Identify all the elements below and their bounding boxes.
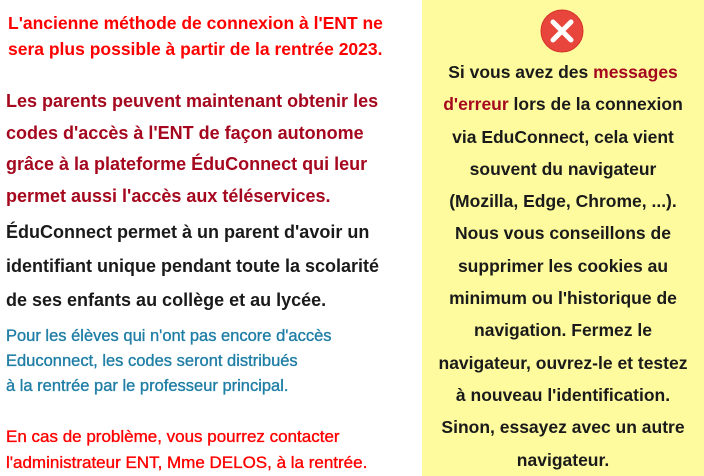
- old-method-notice: [8, 10, 383, 62]
- help-line: Nous vous conseillons de: [455, 223, 671, 244]
- help-line: via EduConnect, cela vient: [452, 126, 674, 147]
- help-line: (Mozilla, Edge, Chrome, ...).: [449, 191, 677, 212]
- messages-highlight: messages: [593, 62, 678, 82]
- parents-line: permet aussi l'accès aux téléservices.: [6, 185, 331, 206]
- help-line: d'erreur lors de la connexion: [443, 94, 683, 115]
- contact-line: l'administrateur ENT, Mme DELOS, à la rentrée.: [6, 453, 368, 472]
- parents-line: codes d'accès à l'ENT de façon autonome: [6, 122, 364, 143]
- contact-paragraph: [6, 424, 367, 476]
- help-line: souvent du navigateur: [469, 158, 657, 179]
- students-line: Pour les élèves qui n'ont pas encore d'accès: [6, 327, 332, 345]
- erreur-highlight: d'erreur: [443, 94, 509, 115]
- error-help-text: [422, 56, 704, 476]
- educonnect-line: de ses enfants au collège et au lycée.: [6, 290, 327, 310]
- notice-line: sera plus possible à partir de la rentrée 2023.: [8, 39, 383, 59]
- help-line: minimum ou l'historique de: [449, 288, 677, 309]
- educonnect-line: ÉduConnect permet à un parent d'avoir un: [6, 222, 370, 242]
- help-line: navigateur, ouvrez-le et testez: [438, 352, 688, 373]
- contact-line: En cas de problème, vous pourrez contacter: [6, 427, 340, 446]
- students-paragraph: [6, 324, 332, 399]
- help-line: supprimer les cookies au: [457, 255, 669, 276]
- help-line: navigation. Fermez le: [474, 320, 652, 341]
- educonnect-paragraph: [6, 215, 379, 317]
- parents-paragraph: [6, 86, 378, 212]
- parents-line: grâce à la plateforme ÉduConnect qui leur: [6, 154, 368, 174]
- error-x-icon: [539, 8, 585, 54]
- students-line: Educonnect, les codes seront distribués: [6, 352, 298, 370]
- help-line: navigateur.: [516, 449, 610, 470]
- help-line: Si vous avez des messages: [448, 62, 678, 82]
- help-line: à nouveau l'identification.: [455, 384, 671, 405]
- help-line: Sinon, essayez avec un autre: [441, 417, 685, 438]
- educonnect-line: identifiant unique pendant toute la scolarité: [6, 256, 380, 276]
- error-help-box: [422, 0, 704, 476]
- notice-line: L'ancienne méthode de connexion à l'ENT ne: [8, 13, 383, 33]
- parents-line: Les parents peuvent maintenant obtenir les: [6, 91, 379, 111]
- students-line: à la rentrée par le professeur principal.: [6, 377, 289, 395]
